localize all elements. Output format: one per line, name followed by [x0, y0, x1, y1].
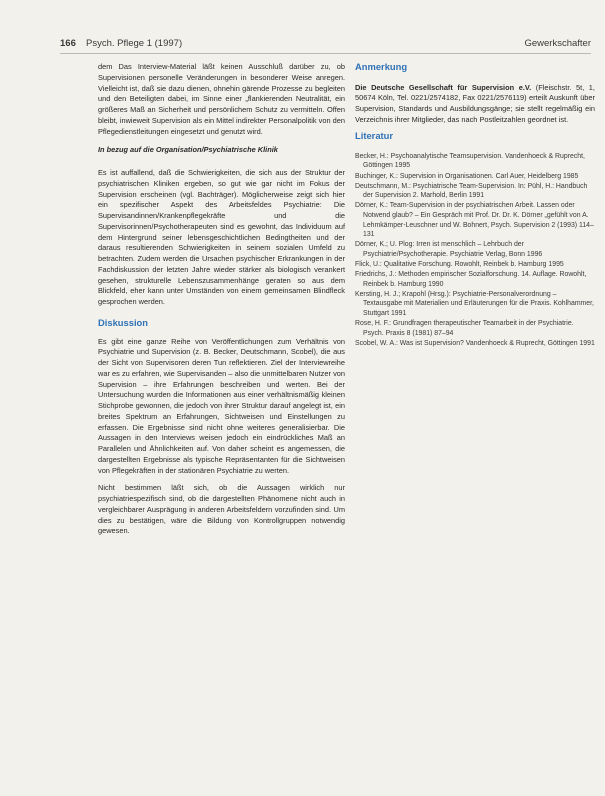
right-column — [355, 62, 595, 349]
discussion-heading: Diskussion — [98, 316, 149, 328]
reference-item: Friedrichs, J.: Methoden empirischer Sozialforschung. 14. Auflage. Rowohlt, Reinbek b. Hamburg 1990 — [355, 271, 587, 288]
reference-item: Dörner, K.: Team-Supervision in der psychiatrischen Arbeit. Lassen oder Notwend glaub? – Ein Gespräch mit Prof. Dr. Dr. K. Dörner „gefühlt von A. Lehmkämper-Leuschner und W. Bohnert, Psych. Supervision 2 (1993) 114–131 — [355, 202, 594, 239]
reference-item: Kersting, H. J.; Krapohl (Hrsg.): Psychiatrie-Personalverordnung – Textausgabe mit Materialien und Erläuterungen für die Praxis. Kohlhammer, Stuttgart 1991 — [355, 290, 594, 317]
note-heading: Anmerkung — [355, 61, 408, 72]
section-subheading: In bezug auf die Organisation/Psychiatrische Klinik — [98, 145, 278, 155]
literature-heading: Literatur — [355, 130, 394, 142]
reference-list — [355, 152, 595, 348]
reference-item: Deutschmann, M.: Psychiatrische Team-Supervision. In: Pühl, H.: Handbuch der Supervision 2. Marhold, Berlin 1991 — [355, 182, 588, 200]
note-org-name: Die Deutsche Gesellschaft für Supervision e.V. — [355, 82, 532, 92]
page-number: 166 — [60, 38, 76, 49]
note-paragraph — [355, 83, 595, 125]
organisation-paragraph: Es ist auffallend, daß die Schwierigkeiten, die sich aus der Struktur der psychiatrischen Kliniken ergeben, so gut wie gar nicht im Fokus der Supervision erscheinen (vgl. Bachträger). Möglicherweise zeigt sich hier ein spezifischer Aspekt des Arbeitsfeldes Psychiatrie: Die Supervisandinnen/Krankenpflegekräfte und die Supervisorinnen/Psychotherapeuten sind es gewohnt, das Individuum auf dem Hintergrund seiner lebensgeschichtlichen Bedingtheiten und der daraus resultierenden Schwierigkeiten in seinem sozialen Umfeld zu betrachten. Zudem werden die Ursachen psychischer Erkrankungen in der Fachdiskussion der letzten Jahre wieder stärker als biologisch verankert gesehen, strukturelle Lebenszusammenhänge geraten so aus dem Blickfeld, eher kann unter Umständen von einem gemeinsamen Blindfleck gesprochen werden. — [98, 168, 345, 306]
reference-item: Flick, U.: Qualitative Forschung. Rowohlt, Reinbek b. Hamburg 1995 — [355, 260, 564, 268]
journal-title: Psych. Pflege 1 (1997) — [86, 38, 183, 49]
left-column — [98, 62, 345, 544]
reference-item: Dörner, K.; U. Plog: Irren ist menschlich – Lehrbuch der Psychiatrie/Psychotherapie. Psychiatrie Verlag, Bonn 1996 — [355, 241, 543, 258]
note-text: (Fleischstr. 5t, 1, 50674 Köln, Tel. 0221/2574182, Fax 0221/2576119) erteilt Auskunft über Supervision, Standards und Ausbildungsgänge; sie stellt regelmäßig ein Verzeichnis ihrer Mitglieder, das nach Postleitzahlen geordnet ist. — [355, 82, 595, 124]
reference-item: Rose, H. F.: Grundfragen therapeutischer Teamarbeit in der Psychiatrie. Psych. Praxis 8 (1981) 87–94 — [355, 319, 574, 337]
intro-paragraph: dem Das Interview-Material läßt keinen Ausschluß darüber zu, ob Supervisionen personelle Veränderungen in besonderer Weise anregen. Vielleicht ist, daß sie dazu dienen, ohnehin gärende Prozesse zu begleiten und den Beteiligten dabei, im Sinne einer „flankierenden Neutralität, ein größeres Maß an Sicherheit und persönlichem Schutz zu vermitteln. Offen bleibt, inwieweit Supervision als ein Mittel indirekter Personalpolitik von den Pflegedienstleitungen eingesetzt und genutzt wird. — [98, 62, 345, 136]
reference-item: Scobel, W. A.: Was ist Supervision? Vandenhoeck & Ruprecht, Göttingen 1991 — [355, 339, 595, 347]
discussion-paragraph: Es gibt eine ganze Reihe von Veröffentlichungen zum Verhältnis von Psychiatrie und Supervision (z. B. Becker, Deutschmann, Scobel), die aus der Sicht von Supervisoren deren Tun reflektieren. Ziel der Interviewreihe war es zu erfahren, wie Supervisanden – also die unmittelbaren Nutzer von Supervision – ihre Erfahrungen beschreiben und werten. Bei der Untersuchung wurden die Informationen aus einer verhältnismäßig kleinen Stichprobe gewonnen, die jedoch von ihrer Struktur darauf angelegt ist, ein breites Spektrum an Erfahrungen, Sichtweisen und Einstellungen zu erfassen. Die Ergebnisse sind nicht ohne weiteres generalisierbar. Die Aussagen in den Interviews weisen jedoch ein eindrückliches Maß an Parallelen und Ähnlichkeiten auf. Von daher scheint es angemessen, die dargestellten Ergebnisse als typische Repräsentanten für die Sichtweisen von Pflegekräften in der stationären Psychiatrie zu werten. — [98, 336, 345, 475]
reference-item: Buchinger, K.: Supervision in Organisationen. Carl Auer, Heidelberg 1985 — [355, 172, 579, 180]
running-header — [60, 38, 591, 52]
reference-item: Becker, H.: Psychoanalytische Teamsupervision. Vandenhoeck & Ruprecht, Göttingen 1995 — [355, 152, 585, 170]
header-rule — [60, 53, 591, 54]
final-paragraph: Nicht bestimmen läßt sich, ob die Aussagen wirklich nur psychiatriespezifisch sind, ob die dargestellten Phänomene nicht auch in vergleichbarer Ausprägung in anderen Arbeitsfeldern vorzufinden sind. Um dies zu bestätigen, wäre die Bildung von Kontrollgruppen notwendig gewesen. — [98, 483, 345, 536]
running-author: Gewerkschafter — [524, 38, 591, 49]
